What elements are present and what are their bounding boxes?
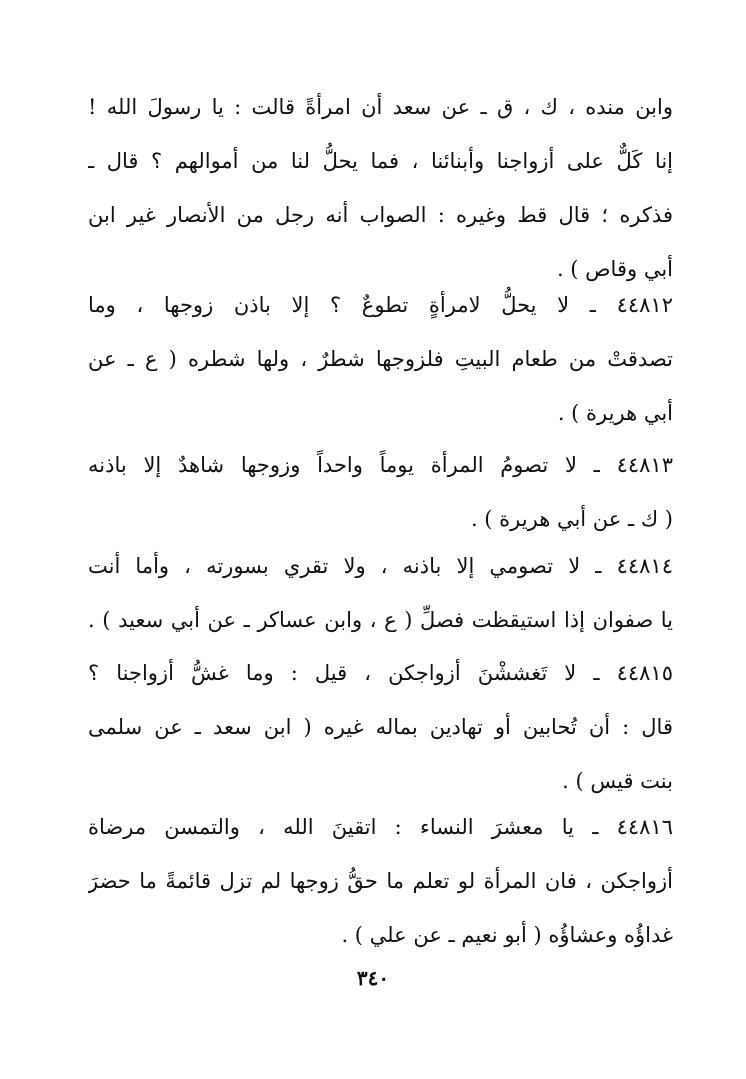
text-line: ٤٤٨١٦ ـ يا معشرَ النساء : اتقينَ الله ، والتمسن مرضاة [88, 815, 673, 839]
text-line: قال : أن تُحابين أو تهادين بماله غيره ( ابن سعد ـ عن سلمى [88, 715, 673, 739]
text-line: ( ك ـ عن أبي هريرة ) . [470, 507, 673, 531]
text-line: ٤٤٨١٤ ـ لا تصومي إلا باذنه ، ولا تقري بسورته ، وأما أنت [88, 554, 673, 578]
hadith-44813 [88, 438, 673, 546]
text-line: أبي هريرة ) . [557, 401, 673, 425]
hadith-44815 [88, 646, 673, 808]
text-line: أبي وقاص ) . [556, 257, 673, 281]
hadith-44812 [88, 278, 673, 440]
text-line: غداؤُه وعشاؤُه ( أبو نعيم ـ عن علي ) . [341, 923, 673, 947]
text-line: ٤٤٨١٣ ـ لا تصومُ المرأة يوماً واحداً وزوجها شاهدٌ إلا باذنه [88, 453, 673, 477]
text-line: ٤٤٨١٢ ـ لا يحلُّ لامرأةٍ تطوعٌ ؟ إلا باذن زوجها ، وما [88, 293, 673, 317]
text-line: ٤٤٨١٥ ـ لا تَغششْنَ أزواجكن ، قيل : وما غشُّ أزواجنا ؟ [88, 661, 673, 685]
text-line: أزواجكن ، فان المرأة لو تعلم ما حقُّ زوجها لم تزل قائمةً ما حضرَ [88, 869, 673, 893]
text-line: تصدقتْ من طعام البيتِ فلزوجها شطرٌ ، ولها شطره ( ع ـ عن [88, 347, 673, 371]
text-line: فذكره ؛ قال قط وغيره : الصواب أنه رجل من الأنصار غير ابن [88, 203, 673, 227]
hadith-44814 [88, 539, 673, 647]
text-line: بنت قيس ) . [562, 769, 673, 793]
page-number: ٣٤٠ [356, 966, 390, 990]
text-line: يا صفوان إذا استيقظت فصلِّ ( ع ، وابن عساكر ـ عن أبي سعيد ) . [88, 608, 673, 632]
hadith-44816 [88, 800, 673, 962]
text-line: وابن منده ، ك ، ق ـ عن سعد أن امرأةً قالت : يا رسولَ الله ! [88, 95, 673, 119]
paragraph-continuation [88, 80, 673, 296]
text-line: إنا كَلٌّ على أزواجنا وأبنائنا ، فما يحلُّ لنا من أموالهم ؟ قال ـ [88, 149, 673, 173]
